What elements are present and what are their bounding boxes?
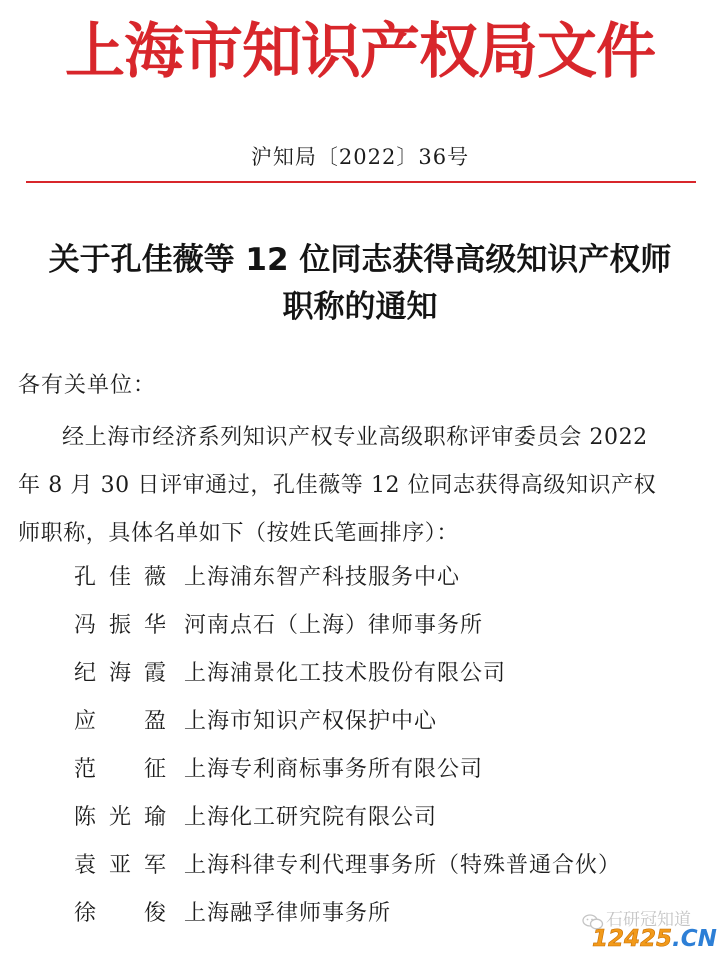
recipient-organization: 上海浦东智产科技服务中心 <box>184 565 461 590</box>
red-divider-rule <box>26 181 696 183</box>
site-watermark-badge <box>592 925 717 953</box>
document-title-line-2: 职称的通知 <box>282 289 438 325</box>
recipient-organization: 上海科律专利代理事务所（特殊普通合伙） <box>184 853 622 878</box>
recipient-row <box>0 610 720 648</box>
recipient-row <box>0 802 720 840</box>
salutation: 各有关单位： <box>18 373 157 398</box>
recipient-name: 陈 光 瑜 <box>74 805 166 830</box>
recipient-organization: 河南点石（上海）律师事务所 <box>184 613 484 638</box>
site-domain: .CN <box>672 926 717 952</box>
recipient-row <box>0 706 720 744</box>
recipient-name: 孔 佳 薇 <box>74 565 166 590</box>
recipient-organization: 上海浦景化工技术股份有限公司 <box>184 661 507 686</box>
recipient-row <box>0 562 720 600</box>
recipient-row <box>0 850 720 888</box>
recipient-organization: 上海化工研究院有限公司 <box>184 805 438 830</box>
watermark-account-name: 石研冠知道 <box>606 910 691 930</box>
recipient-organization: 上海融孚律师事务所 <box>184 901 392 926</box>
recipient-name: 冯 振 华 <box>74 613 166 638</box>
recipient-name: 纪 海 霞 <box>74 661 166 686</box>
body-paragraph-line: 师职称，具体名单如下（按姓氏笔画排序）： <box>18 521 460 546</box>
recipient-organization: 上海专利商标事务所有限公司 <box>184 757 484 782</box>
agency-header-title: 上海市知识产权局文件 <box>65 17 655 87</box>
document-title-line-1: 关于孔佳薇等 12 位同志获得高级知识产权师 <box>48 242 672 278</box>
recipient-row <box>0 658 720 696</box>
recipient-name: 徐 俊 <box>74 901 166 926</box>
recipient-organization: 上海市知识产权保护中心 <box>184 709 438 734</box>
body-paragraph-line: 经上海市经济系列知识产权专业高级职称评审委员会 2022 <box>62 425 648 450</box>
site-number: 12425 <box>592 926 673 952</box>
document-number: 沪知局〔2022〕36号 <box>250 145 470 169</box>
recipient-row <box>0 754 720 792</box>
recipient-name: 袁 亚 军 <box>74 853 166 878</box>
body-paragraph-line: 年 8 月 30 日评审通过，孔佳薇等 12 位同志获得高级知识产权 <box>18 473 657 498</box>
recipient-name: 应 盈 <box>74 709 166 734</box>
recipient-name: 范 征 <box>74 757 166 782</box>
